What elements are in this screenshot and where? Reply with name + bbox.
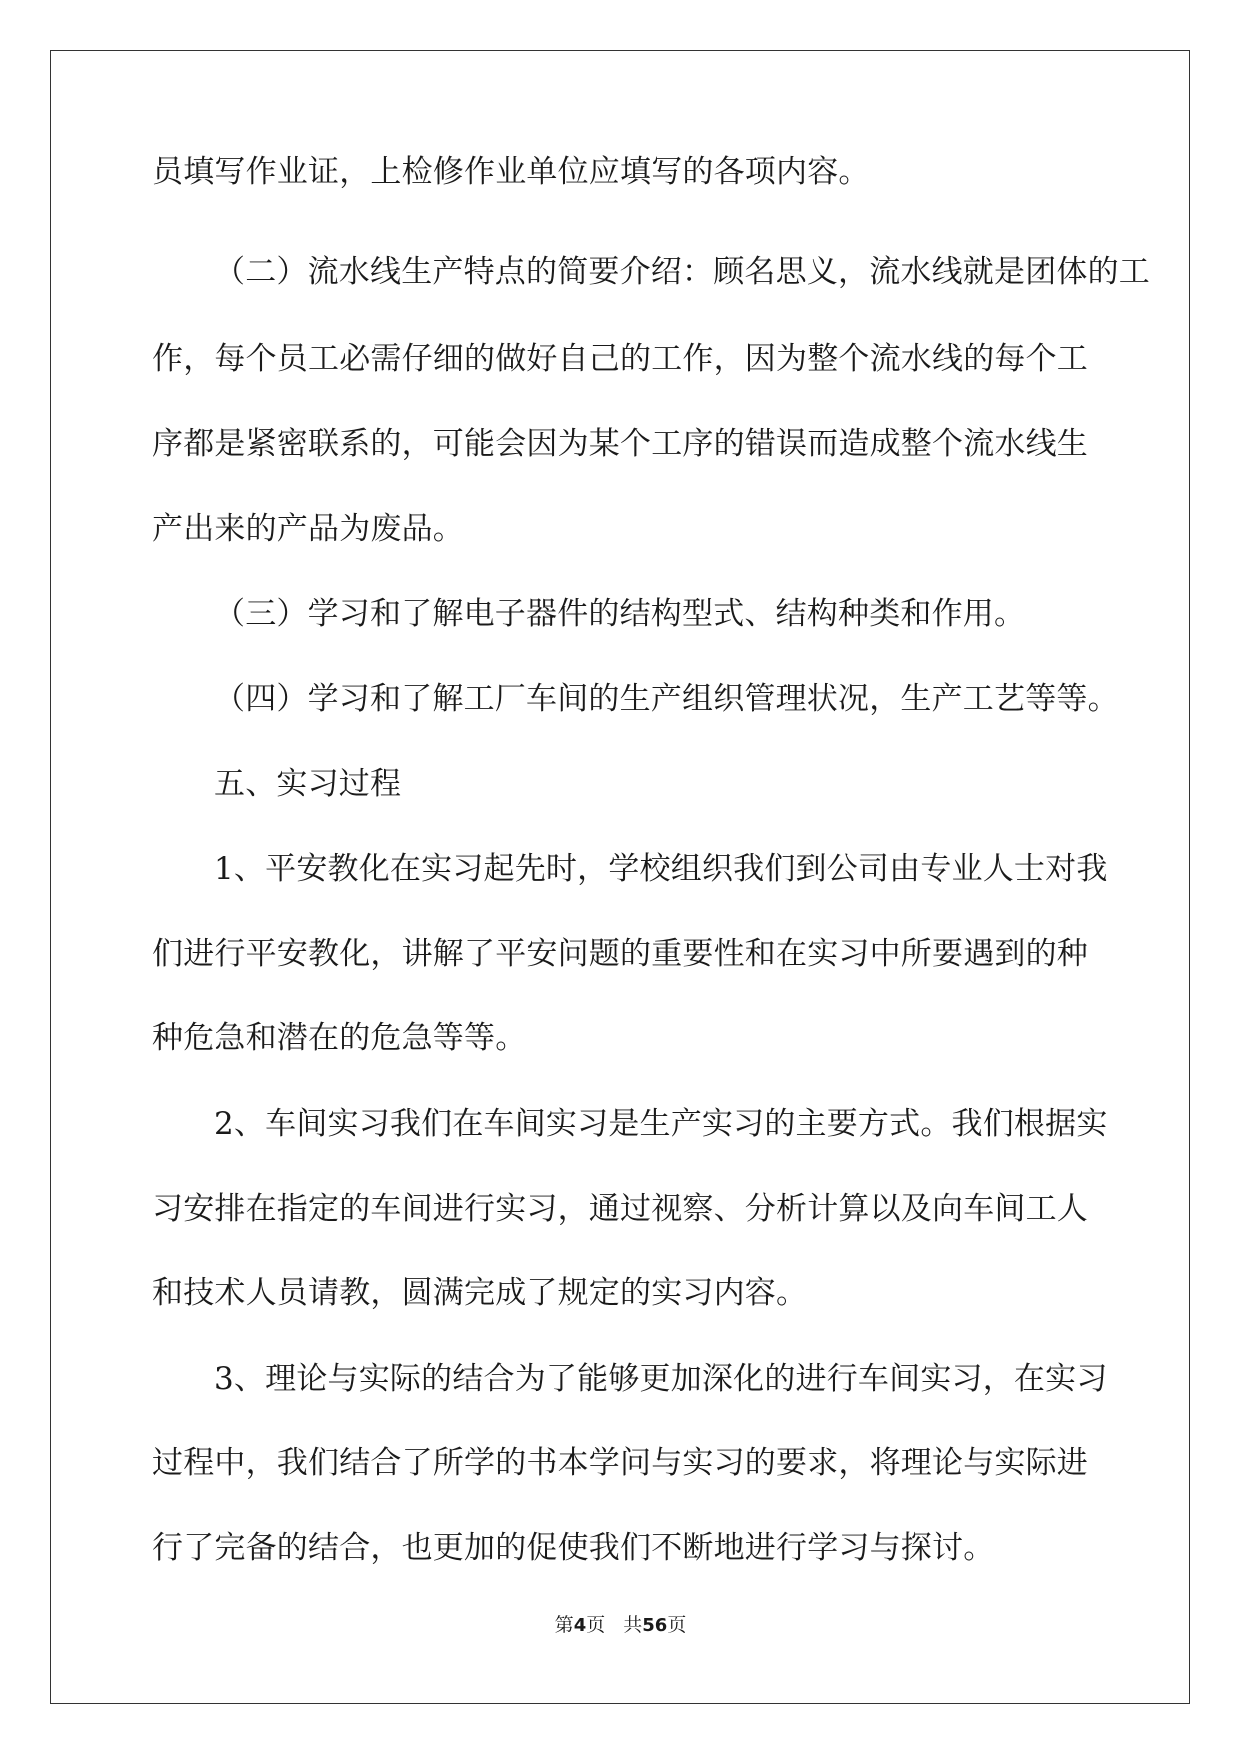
text-line: 1、平安教化在实习起先时，学校组织我们到公司由专业人士对我 bbox=[214, 851, 1108, 887]
page-suffix: 页 bbox=[586, 1614, 606, 1636]
total-prefix: 共 bbox=[623, 1614, 643, 1636]
text-line: 种危急和潜在的危急等等。 bbox=[152, 1020, 527, 1056]
section-heading: 五、实习过程 bbox=[214, 766, 402, 802]
page-prefix: 第 bbox=[554, 1614, 574, 1636]
text-line: 们进行平安教化，讲解了平安问题的重要性和在实习中所要遇到的种 bbox=[152, 936, 1088, 972]
text-line: （二）流水线生产特点的简要介绍：顾名思义，流水线就是团体的工 bbox=[214, 254, 1150, 290]
text-line: 作，每个员工必需仔细的做好自己的工作，因为整个流水线的每个工 bbox=[152, 341, 1088, 377]
text-line: 3、理论与实际的结合为了能够更加深化的进行车间实习，在实习 bbox=[214, 1361, 1108, 1397]
text-line: （三）学习和了解电子器件的结构型式、结构种类和作用。 bbox=[214, 596, 1026, 632]
total-pages: 56 bbox=[642, 1615, 668, 1636]
text-line: 序都是紧密联系的，可能会因为某个工序的错误而造成整个流水线生 bbox=[152, 426, 1088, 462]
text-line: 产出来的产品为废品。 bbox=[152, 511, 464, 547]
text-line: 2、车间实习我们在车间实习是生产实习的主要方式。我们根据实 bbox=[214, 1106, 1108, 1142]
text-line: （四）学习和了解工厂车间的生产组织管理状况，生产工艺等等。 bbox=[214, 681, 1119, 717]
text-line: 习安排在指定的车间进行实习，通过视察、分析计算以及向车间工人 bbox=[152, 1191, 1088, 1227]
text-line: 行了完备的结合，也更加的促使我们不断地进行学习与探讨。 bbox=[152, 1530, 995, 1566]
page-footer bbox=[0, 1613, 1241, 1638]
text-line: 过程中，我们结合了所学的书本学问与实习的要求，将理论与实际进 bbox=[152, 1445, 1088, 1481]
page-number: 4 bbox=[573, 1615, 587, 1636]
total-suffix: 页 bbox=[667, 1614, 687, 1636]
text-line: 和技术人员请教，圆满完成了规定的实习内容。 bbox=[152, 1275, 808, 1311]
text-line: 员填写作业证，上检修作业单位应填写的各项内容。 bbox=[152, 154, 870, 190]
